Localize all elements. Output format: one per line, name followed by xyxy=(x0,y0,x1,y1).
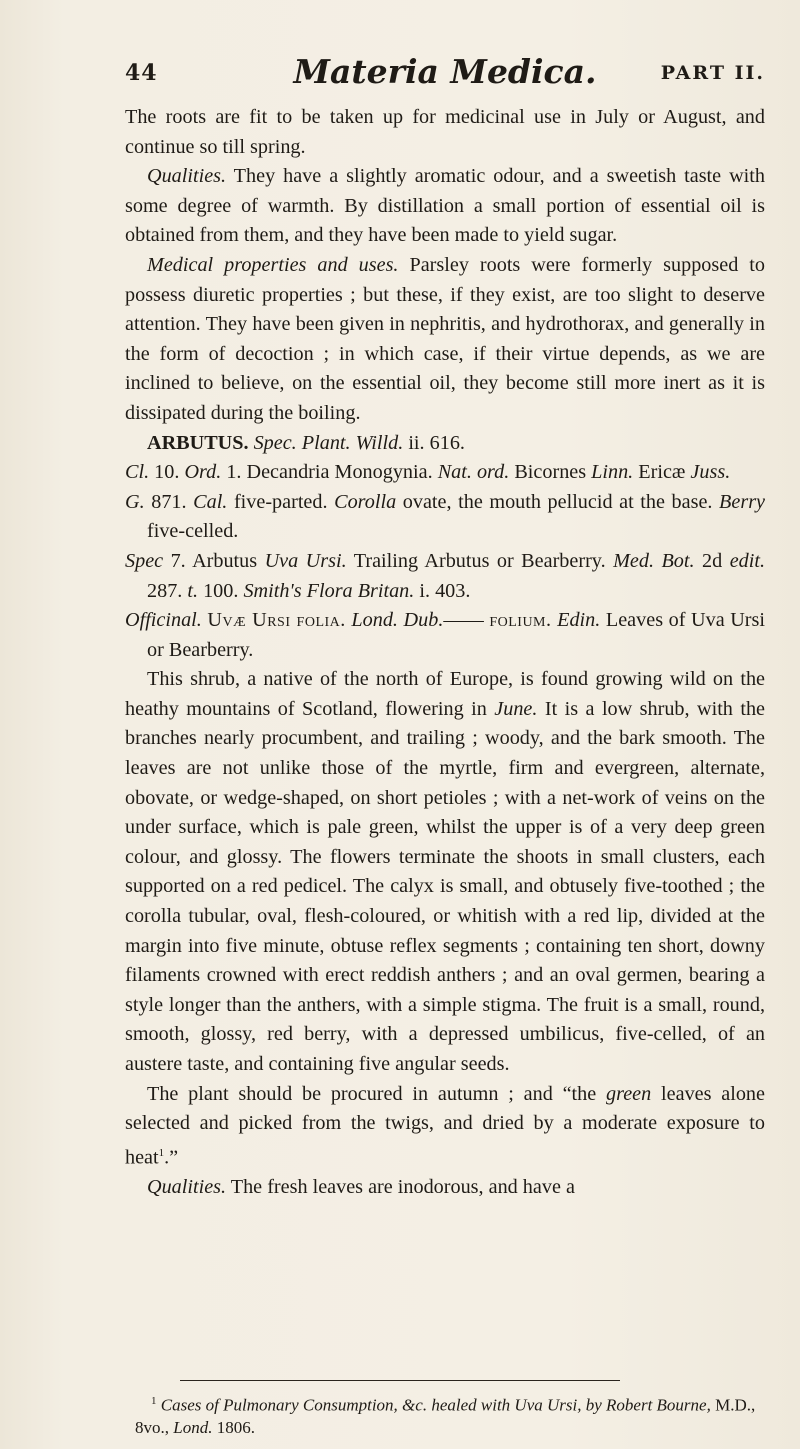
paragraph-roots xyxy=(125,103,765,162)
text-run: Juss. xyxy=(690,461,731,484)
text-run: Lond. Dub. xyxy=(351,609,444,632)
text-run: 10. xyxy=(149,461,185,484)
text-run: It is a low shrub, with the branches nearly procumbent, and trailing ; woody, and the bark smooth. The leaves are not unlike those of the myrtle, firm and evergreen, alternate, obovate, or wedge-shaped, on short petioles ; with a net-work of veins on the under surface, which is pale green, whilst the upper is of a very deep green colour, and glossy. The flowers terminate the shoots in small clusters, each supported on a red pedicel. The calyx is small, and obtusely five-toothed ; the corolla tubular, oval, flesh-coloured, or whitish with a red lip, divided at the margin into five minute, obtuse reflex segments ; containing ten short, downy filaments crowned with erect reddish anthers ; and an oval germen, bearing a style longer than the anthers, with a simple stigma. The fruit is a small, round, smooth, glossy, red berry, with a depressed umbilicus, five-celled, of an austere taste, and containing five angular seeds. xyxy=(125,697,765,1075)
text-run: ii. 616. xyxy=(403,431,465,454)
paragraph-medical xyxy=(125,251,765,429)
footnote-text xyxy=(135,1396,755,1437)
text-run: five-celled. xyxy=(147,520,239,543)
text-run: 871. xyxy=(144,490,194,513)
text-run: June. xyxy=(494,697,538,720)
paragraph-officinal xyxy=(125,606,765,665)
text-run: The roots are fit to be taken up for medicinal use in July or August, and continue so till spring. xyxy=(125,106,765,158)
text-run: Qualities. xyxy=(147,1176,227,1199)
running-header xyxy=(125,50,765,94)
text-run: ovate, the mouth pellucid at the base. xyxy=(396,490,720,513)
part-label: PART II. xyxy=(660,62,765,84)
text-run: The fresh leaves are inodorous, and have a xyxy=(226,1176,575,1199)
text-run: Linn. xyxy=(591,461,634,484)
paragraph-shrub xyxy=(125,665,765,1079)
body-text xyxy=(125,103,765,1203)
text-run: The plant should be procured in autumn ; and “the xyxy=(147,1082,607,1105)
paragraph-genus xyxy=(125,488,765,547)
text-run: Lond. xyxy=(173,1417,213,1437)
text-run: Parsley roots were formerly supposed to possess diuretic properties ; but these, if they exist, are too slight to deserve attention. They have been given in nephritis, and hydrothorax, and generally in the form of decoction ; in which case, if their virtue depends, as we are inclined to believe, on the essential oil, they become still more inert as it is dissipated during the boiling. xyxy=(125,253,765,424)
text-run: Nat. ord. xyxy=(437,461,510,484)
text-run: M.D., 8vo., xyxy=(135,1395,756,1437)
text-run: 287. xyxy=(147,579,188,602)
text-run: 7. Arbutus xyxy=(163,549,265,572)
text-run: ARBUTUS. xyxy=(147,431,249,454)
running-title: Materia Medica. xyxy=(293,52,597,91)
text-run: 100. xyxy=(198,579,244,602)
text-run: 1. Decandria Monogynia. xyxy=(221,461,438,484)
text-run: Bicornes xyxy=(509,461,592,484)
footnote-reference: 1 xyxy=(158,1146,165,1159)
text-run: They have a slightly aromatic odour, and a sweetish taste with some degree of warmth. By distillation a small portion of essential oil is obtained from them, and they have been made to yield sugar. xyxy=(125,165,765,247)
footnote-marker: 1 xyxy=(151,1395,157,1407)
text-run: Berry xyxy=(719,490,766,513)
text-run: This shrub, a native of the north of Europe, is found growing wild on the heathy mountains of Scotland, flowering in xyxy=(125,668,765,720)
text-run: Trailing Arbutus or Bearberry. xyxy=(346,549,614,572)
text-run: Cases of Pulmonary Consumption, &c. healed with Uva Ursi, by Robert Bourne, xyxy=(160,1395,711,1415)
text-run: folium. xyxy=(489,609,552,632)
text-run: Med. Bot. xyxy=(613,549,695,572)
text-run: five-parted. xyxy=(227,490,335,513)
text-run: t. xyxy=(187,579,199,602)
paragraph-qualities1 xyxy=(125,162,765,251)
text-run: Uva Ursi. xyxy=(264,549,347,572)
text-run: Spec. Plant. Willd. xyxy=(253,431,404,454)
page-number: 44 xyxy=(125,60,158,86)
text-run: G. xyxy=(125,490,145,513)
text-run: Leaves of Uva Ursi or Bearberry. xyxy=(147,609,765,661)
paragraph-qualities2 xyxy=(125,1173,765,1203)
text-run: Cal. xyxy=(193,490,228,513)
text-run: edit. xyxy=(729,549,766,572)
text-run: 1806. xyxy=(212,1417,255,1437)
text-run: Medical properties and uses. xyxy=(147,253,399,276)
text-run: Spec xyxy=(125,549,164,572)
footnote xyxy=(135,1390,765,1439)
footnote-rule xyxy=(180,1380,620,1381)
text-run: leaves alone selected and picked from the twigs, and dried by a moderate exposure to heat xyxy=(125,1082,765,1169)
paragraph-species xyxy=(125,547,765,606)
text-run: Ord. xyxy=(184,461,222,484)
text-run: Edin. xyxy=(557,609,601,632)
text-run: Uvæ Ursi folia. xyxy=(207,609,346,632)
text-run: 2d xyxy=(694,549,730,572)
text-run: Smith's Flora Britan. xyxy=(243,579,415,602)
paragraph-procured xyxy=(125,1080,765,1174)
text-run: Qualities. xyxy=(147,165,227,188)
text-run: Cl. xyxy=(125,461,150,484)
text-run: green xyxy=(606,1082,652,1105)
text-run: Ericæ xyxy=(633,461,691,484)
text-run: .” xyxy=(164,1146,179,1169)
paragraph-class xyxy=(125,458,765,488)
paragraph-arbutus xyxy=(125,429,765,459)
text-run: i. 403. xyxy=(414,579,471,602)
text-run: —— xyxy=(443,609,490,632)
text-run: Corolla xyxy=(334,490,397,513)
text-run: Officinal. xyxy=(125,609,202,632)
